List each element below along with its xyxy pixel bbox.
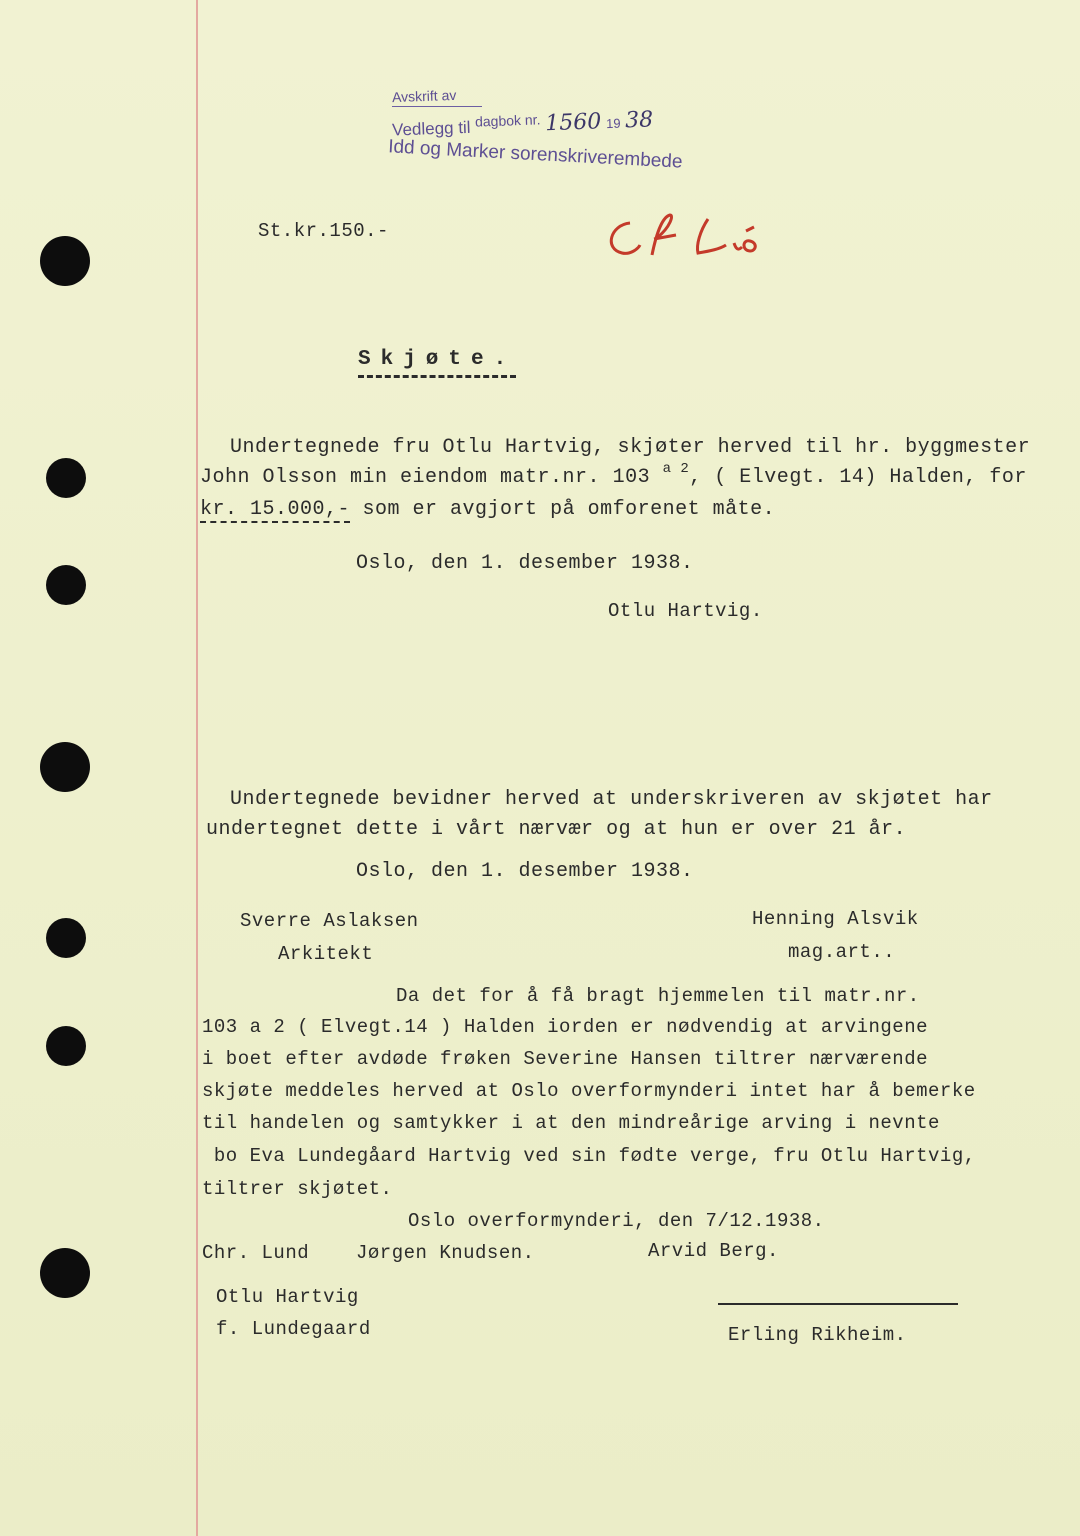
punch-hole-3 bbox=[46, 565, 86, 605]
stamp-year: 38 bbox=[624, 107, 654, 134]
stamp-year-prefix: 19 bbox=[605, 115, 621, 132]
guardianship-line-2: 103 a 2 ( Elvegt.14 ) Halden iorden er nødvendig at arvingene bbox=[202, 1016, 929, 1038]
guardianship-signer-1: Chr. Lund bbox=[202, 1242, 310, 1264]
stamp-vedlegg bbox=[392, 107, 654, 141]
punch-hole-4 bbox=[40, 742, 90, 792]
guardianship-line-6: bo Eva Lundegåard Hartvig ved sin fødte verge, fru Otlu Hartvig, bbox=[202, 1145, 976, 1167]
witness-line-1: Undertegnede bevidner herved at underskriveren av skjøtet har bbox=[230, 788, 993, 811]
guardianship-line-1: Da det for å få bragt hjemmelen til matr.nr. bbox=[396, 985, 920, 1007]
deed-signature: Otlu Hartvig. bbox=[608, 600, 763, 622]
stamp-vedlegg-label: Vedlegg til bbox=[391, 117, 471, 140]
witness-2-title: mag.art.. bbox=[788, 941, 896, 963]
witness-2-name: Henning Alsvik bbox=[752, 908, 919, 930]
deed-line-1: Undertegnede fru Otlu Hartvig, skjøter herved til hr. byggmester bbox=[230, 436, 1031, 459]
deed-line-2-sup: a 2 bbox=[662, 461, 690, 477]
stamp-strike bbox=[392, 106, 482, 107]
punch-hole-2 bbox=[46, 458, 86, 498]
witness-date: Oslo, den 1. desember 1938. bbox=[356, 860, 694, 883]
punch-hole-5 bbox=[46, 918, 86, 958]
deed-line-2b: , ( Elvegt. 14) Halden, for bbox=[689, 466, 1027, 489]
punch-hole-6 bbox=[46, 1026, 86, 1066]
deed-line-3 bbox=[200, 498, 775, 521]
stamp-office: Idd og Marker sorenskriverembede bbox=[387, 136, 684, 173]
stamp-dagbok-number: 1560 bbox=[544, 109, 602, 137]
guardianship-line-7: tiltrer skjøtet. bbox=[202, 1178, 393, 1200]
guardianship-line-4: skjøte meddeles herved at Oslo overformynderi intet har å bemerke bbox=[202, 1080, 976, 1102]
final-maiden-name: f. Lundegaard bbox=[216, 1318, 371, 1340]
final-right-signer: Erling Rikheim. bbox=[728, 1324, 907, 1346]
deed-line-2 bbox=[200, 461, 1027, 489]
punch-hole-7 bbox=[40, 1248, 90, 1298]
guardianship-date: Oslo overformynderi, den 7/12.1938. bbox=[408, 1210, 825, 1232]
deed-amount: kr. 15.000,- bbox=[200, 498, 351, 521]
stamp-fee: St.kr.150.- bbox=[258, 220, 389, 242]
handwritten-initials-icon bbox=[600, 205, 780, 265]
guardianship-signer-3: Arvid Berg. bbox=[648, 1240, 779, 1262]
stamp-dagbok-label: dagbok nr. bbox=[474, 111, 541, 130]
punch-hole-1 bbox=[40, 236, 90, 286]
witness-line-2: undertegnet dette i vårt nærvær og at hun er over 21 år. bbox=[206, 818, 907, 841]
guardianship-line-3: i boet efter avdøde frøken Severine Hansen tiltrer nærværende bbox=[202, 1048, 929, 1070]
deed-line-3b: som er avgjort på omforenet måte. bbox=[350, 498, 776, 521]
deed-date: Oslo, den 1. desember 1938. bbox=[356, 552, 694, 575]
deed-line-2a: John Olsson min eiendom matr.nr. 103 bbox=[200, 466, 663, 489]
witness-1-name: Sverre Aslaksen bbox=[240, 910, 419, 932]
margin-line bbox=[196, 0, 198, 1536]
witness-1-title: Arkitekt bbox=[278, 943, 374, 965]
stamp-avskrift: Avskrift av bbox=[391, 86, 457, 106]
guardianship-signer-2: Jørgen Knudsen. bbox=[356, 1242, 535, 1264]
final-name: Otlu Hartvig bbox=[216, 1286, 359, 1308]
document-title: Skjøte. bbox=[358, 348, 516, 378]
guardianship-line-5: til handelen og samtykker i at den mindreårige arving i nevnte bbox=[202, 1112, 940, 1134]
signature-line bbox=[718, 1303, 958, 1305]
